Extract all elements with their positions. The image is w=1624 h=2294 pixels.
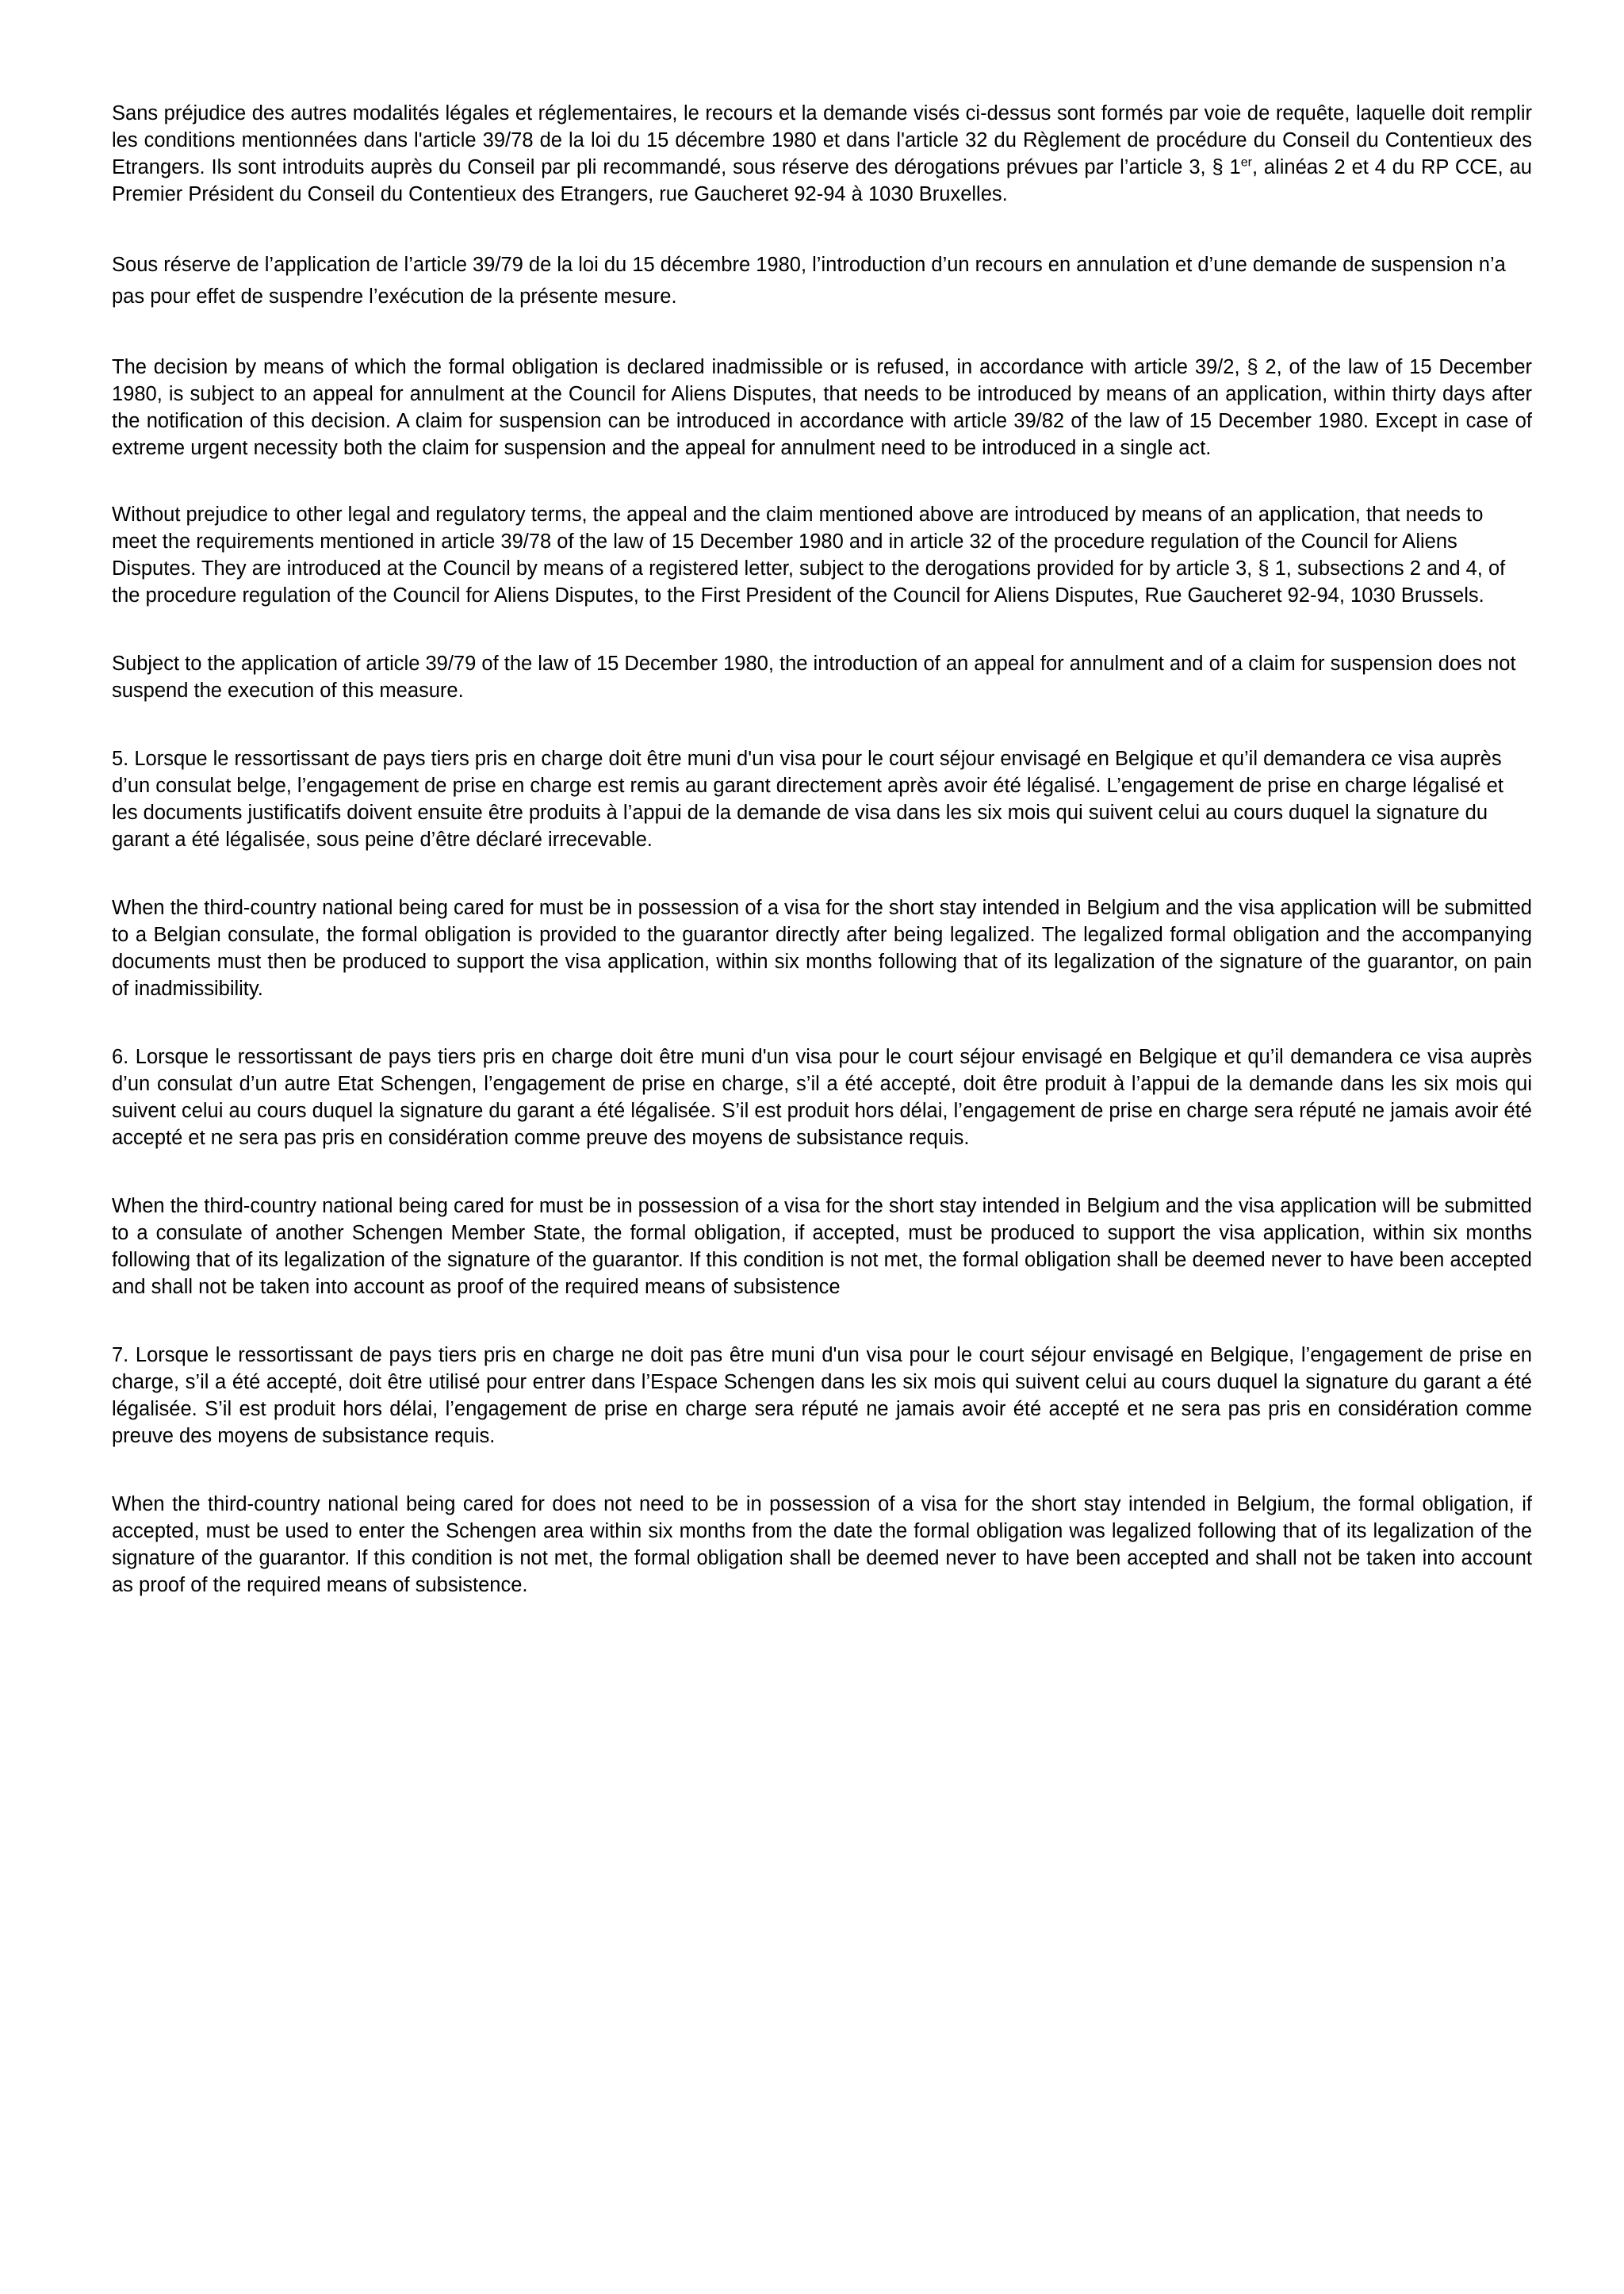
paragraph-decision-appeal-en: The decision by means of which the formal obligation is declared inadmissible or is refused, in accordance with article 39/2, § 2, of the law of 15 December 1980, is subject to an appeal for annulment at the Council for Aliens Disputes, that needs to be introduced by means of an application, within thirty days after the notification of this decision. A claim for suspension can be introduced in accordance with article 39/82 of the law of 15 December 1980. Except in case of extreme urgent necessity both the claim for suspension and the appeal for annulment need to be introduced in a single act. [112, 356, 1532, 459]
paragraph-point-7-en: When the third-country national being cared for does not need to be in possession of a visa for the short stay intended in Belgium, the formal obligation, if accepted, must be used to enter the Schengen area within six months from the date the formal obligation was legalized following that of its legalization of the signature of the guarantor. If this condition is not met, the formal obligation shall be deemed never to have been accepted and shall not be taken into account as proof of the required means of subsistence. [112, 1493, 1532, 1596]
paragraph-point-5-en: When the third-country national being cared for must be in possession of a visa for the short stay intended in Belgium and the visa application will be submitted to a Belgian consulate, the formal obligation is provided to the guarantor directly after being legalized. The legalized formal obligation and the accompanying documents must then be produced to support the visa application, within six months following that of its legalization of the signature of the guarantor, on pain of inadmissibility. [112, 897, 1532, 1000]
paragraph-reserve-suspension-fr: Sous réserve de l’application de l’article 39/79 de la loi du 15 décembre 1980, l’introduction d’un recours en annulation et d’une demande de suspension n’a pas pour effet de suspendre l’exécution de la présente mesure. [112, 254, 1506, 308]
paragraph-subject-to-application-en: Subject to the application of article 39/79 of the law of 15 December 1980, the introduction of an appeal for annulment and of a claim for suspension does not suspend the execution of this measure. [112, 653, 1516, 702]
superscript: er [1240, 155, 1252, 170]
paragraph-point-7-fr: 7. Lorsque le ressortissant de pays tiers pris en charge ne doit pas être muni d'un visa pour le court séjour envisagé en Belgique, l’engagement de prise en charge, s’il a été accepté, doit être utilisé pour entrer dans l’Espace Schengen dans les six mois qui suivent celui au cours duquel la signature du garant a été légalisée. S’il est produit hors délai, l’engagement de prise en charge sera réputé ne jamais avoir été accepté et ne sera pas pris en considération comme preuve des moyens de subsistance requis. [112, 1344, 1532, 1447]
paragraph-point-6-en: When the third-country national being cared for must be in possession of a visa for the short stay intended in Belgium and the visa application will be submitted to a consulate of another Schengen Member State, the formal obligation, if accepted, must be produced to support the visa application, within six months following that of its legalization of the signature of the guarantor. If this condition is not met, the formal obligation shall be deemed never to have been accepted and shall not be taken into account as proof of the required means of subsistence [112, 1195, 1532, 1298]
paragraph-without-prejudice-en: Without prejudice to other legal and regulatory terms, the appeal and the claim mentioned above are introduced by means of an application, that needs to meet the requirements mentioned in article 39/78 of the law of 15 December 1980 and in article 32 of the procedure regulation of the Council for Aliens Disputes. They are introduced at the Council by means of a registered letter, subject to the derogations provided for by article 3, § 1, subsections 2 and 4, of the procedure regulation of the Council for Aliens Disputes, to the First President of the Council for Aliens Disputes, Rue Gaucheret 92-94, 1030 Brussels. [112, 504, 1506, 607]
paragraph-text: , alinéas 2 et 4 du RP CCE, au Premier Président du Conseil du Contentieux des Etrangers, rue Gaucheret 92-94 à 1030 Bruxelles. [112, 156, 1532, 205]
paragraph-point-5-fr: 5. Lorsque le ressortissant de pays tiers pris en charge doit être muni d'un visa pour le court séjour envisagé en Belgique et qu’il demandera ce visa auprès d’un consulat belge, l’engagement de prise en charge est remis au garant directement après avoir été légalisé. L’engagement de prise en charge légalisé et les documents justificatifs doivent ensuite être produits à l’appui de la demande de visa dans les six mois qui suivent celui au cours duquel la signature du garant a été légalisée, sous peine d’être déclaré irrecevable. [112, 748, 1503, 851]
paragraph-point-6-fr: 6. Lorsque le ressortissant de pays tiers pris en charge doit être muni d'un visa pour le court séjour envisagé en Belgique et qu’il demandera ce visa auprès d’un consulat d’un autre Etat Schengen, l’engagement de prise en charge, s’il a été accepté, doit être produit à l’appui de la demande dans les six mois qui suivent celui au cours duquel la signature du garant a été légalisée. S’il est produit hors délai, l’engagement de prise en charge sera réputé ne jamais avoir été accepté et ne sera pas pris en considération comme preuve des moyens de subsistance requis. [112, 1046, 1532, 1149]
document-page [112, 100, 1532, 1637]
paragraph-recours-requete [112, 100, 1532, 208]
paragraph-text: Sans préjudice des autres modalités légales et réglementaires, le recours et la demande visés ci-dessus sont formés par voie de requête, laquelle doit remplir les conditions mentionnées dans l'article 39/78 de la loi du 15 décembre 1980 et dans l'article 32 du Règlement de procédure du Conseil du Contentieux des Etrangers. Ils sont introduits auprès du Conseil par pli recommandé, sous réserve des dérogations prévues par l’article 3, § 1 [112, 102, 1532, 178]
